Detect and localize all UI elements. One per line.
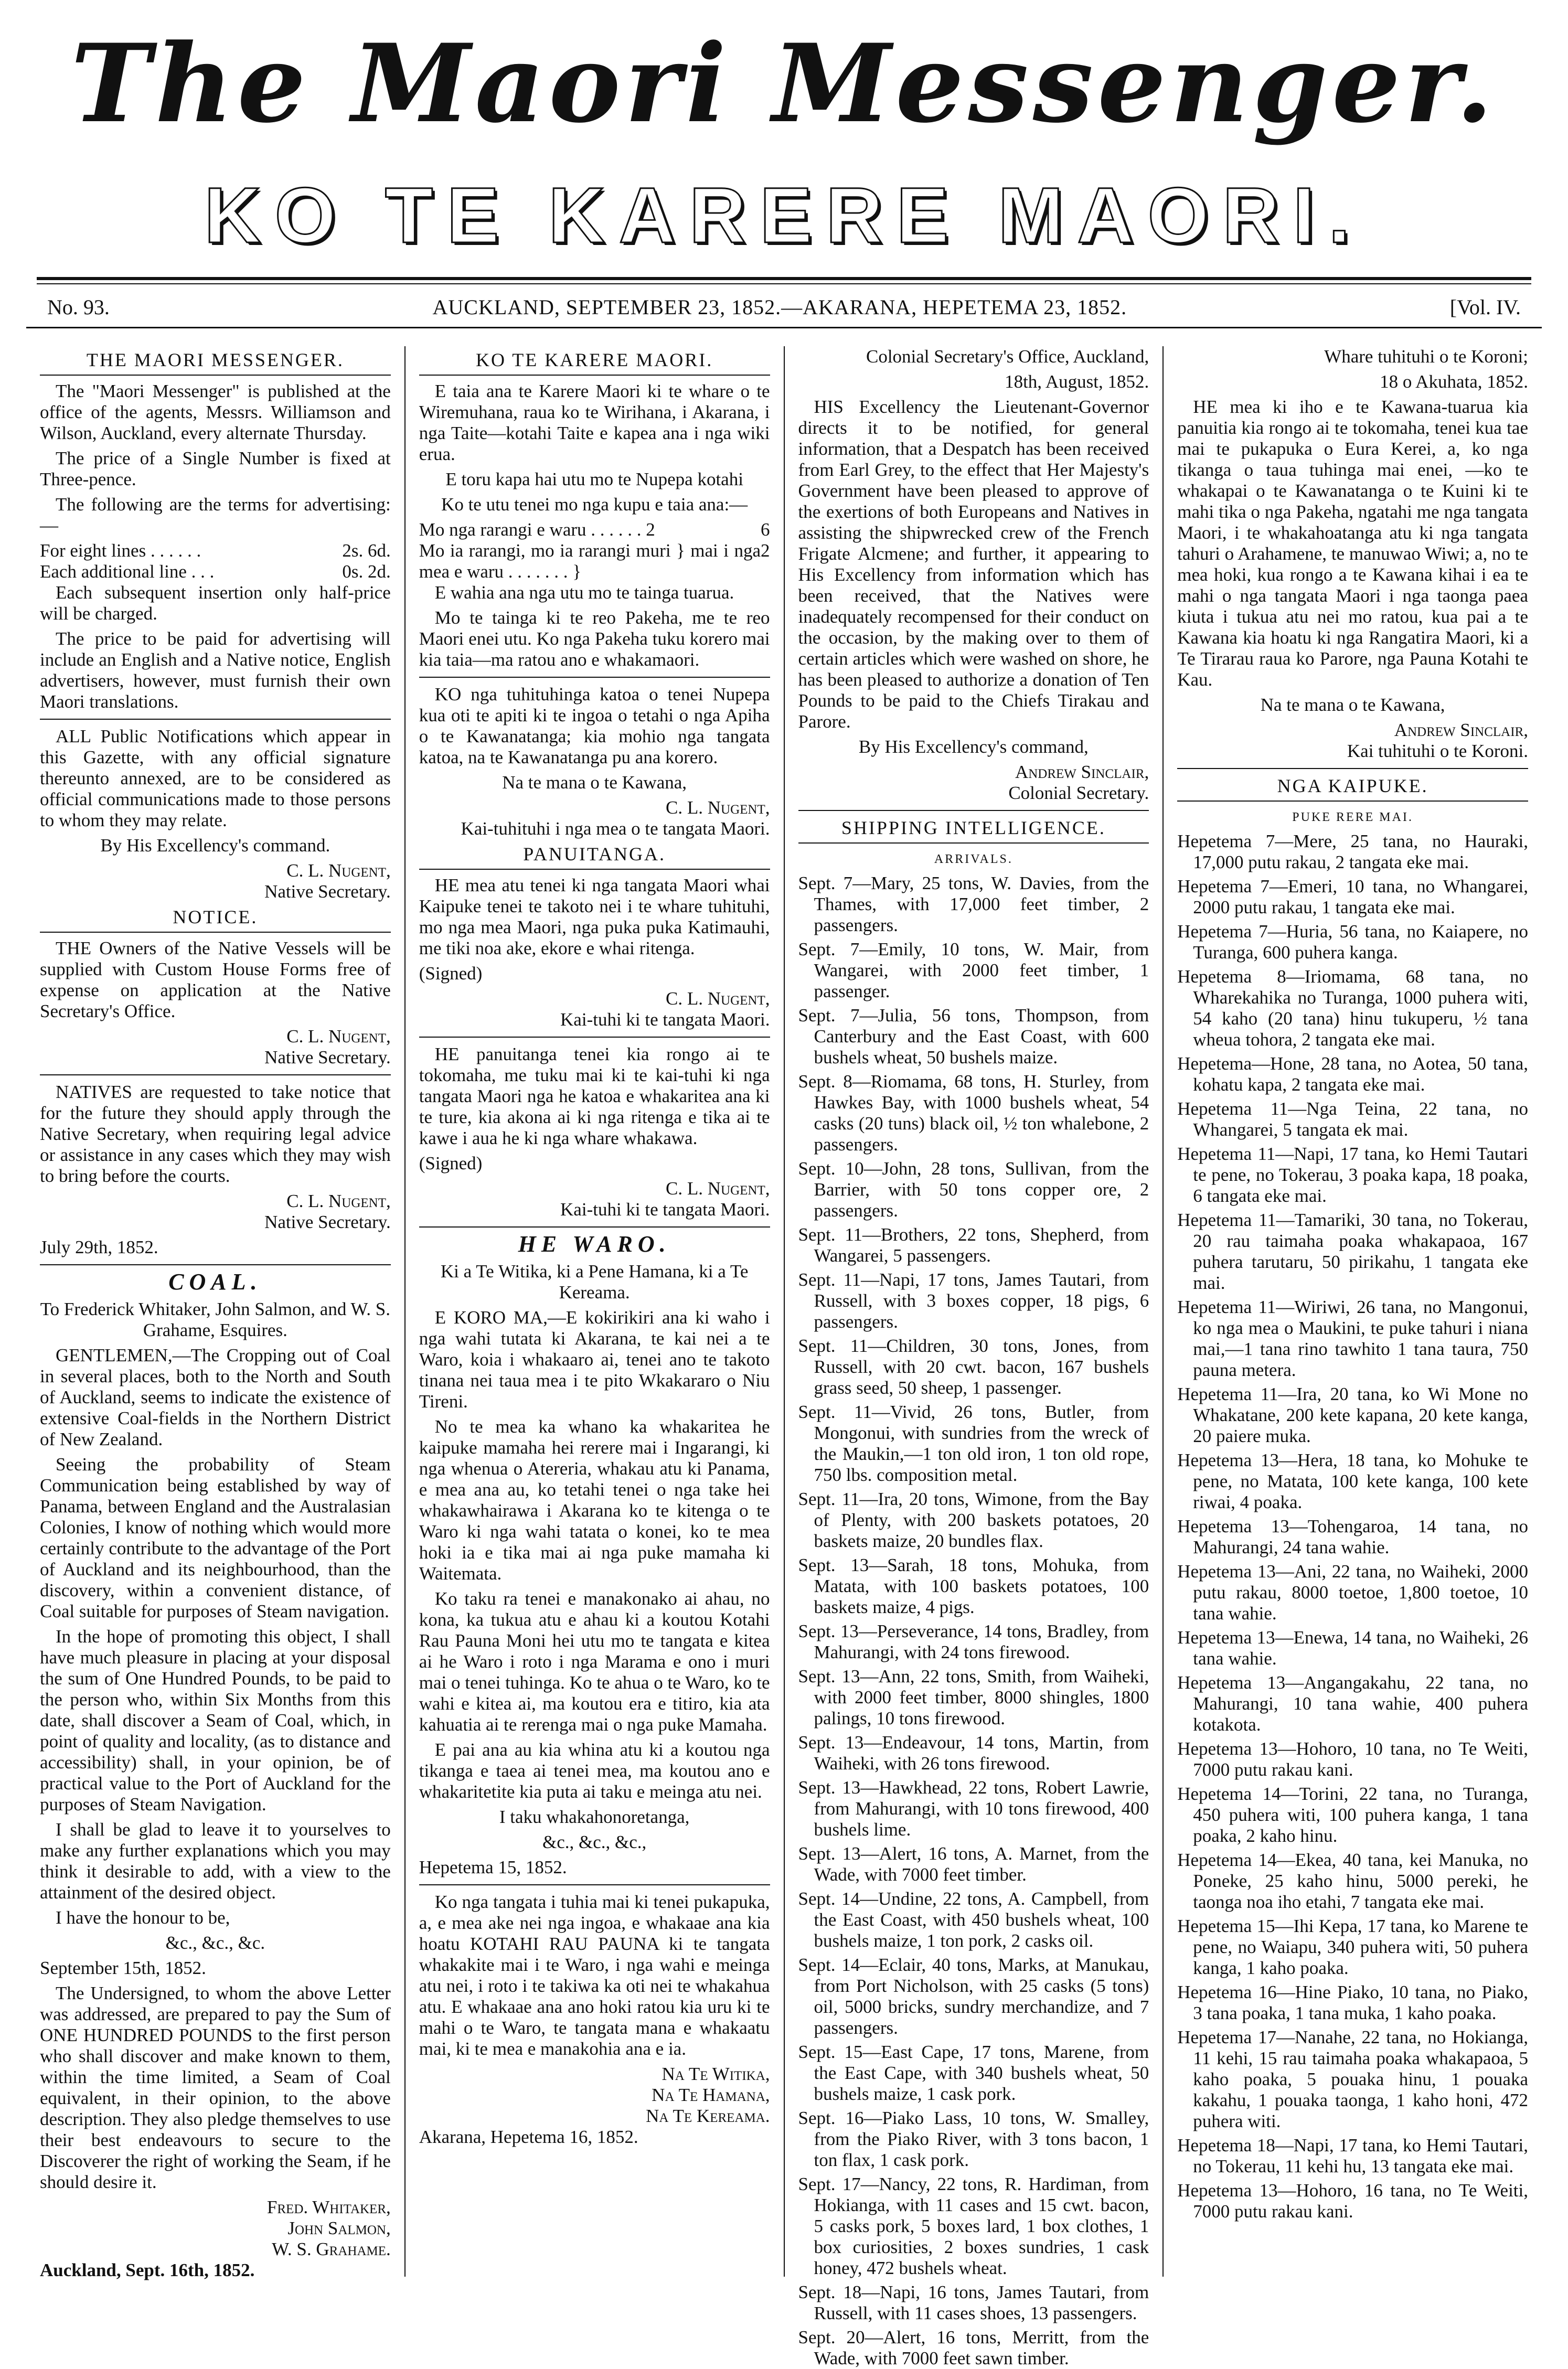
shipping-entry: Sept. 11—Ira, 20 tons, Wimone, from the Bay of Plenty, with 200 baskets potatoes, 20 baskets maize, 20 bundles flax. [798,1489,1149,1551]
tariff-row [419,519,770,540]
column-1 [26,346,404,2280]
signature-title: Kai-tuhi ki te tangata Maori. [560,1199,770,1220]
shipping-entry: Sept. 10—John, 28 tons, Sullivan, from the Barrier, with 50 tons copper ore, 2 passengers. [798,1158,1149,1221]
shipping-entry: Hepetema 17—Nanahe, 22 tana, no Hokianga, 11 kehi, 15 rau taimaha poaka whakapaoa, 5 kaho poaka, 5 pouaka hinu, 1 pouaka kakahu, 1 pouaka taonga, 1 kaho honi, 472 puhera witi. [1177,2027,1528,2131]
signature: C. L. Nugent, [286,1026,391,1047]
tariff-row [40,561,391,582]
paragraph: (Signed) [419,963,483,984]
masthead-subtitle: KO TE KARERE MAORI. [204,171,1364,259]
tariff-value: 6 [761,519,770,540]
paragraph: I shall be glad to leave it to yourselves to make any further explanations which you may think it desirable to add, with a view to the attainment of the desired object. [40,1819,391,1903]
signature: Na Te Witika, [662,2064,770,2084]
tariff-row [40,540,391,561]
signature: Na Te Kereama. [646,2106,770,2126]
signature: Andrew Sinclair, [1015,762,1149,782]
shipping-entry: Hepetema 11—Nga Teina, 22 tana, no Whangarei, 5 tangata ek mai. [1177,1098,1528,1140]
newspaper-page [16,10,1552,2368]
paragraph: Mo te tainga ki te reo Pakeha, me te reo Maori enei utu. Ko nga Pakeha tuku korero mai kia taia—ma ratou ano e whakamaori. [419,607,770,670]
shipping-entry: Hepetema 13—Hohoro, 10 tana, no Te Weiti, 7000 putu rakau kani. [1177,1738,1528,1780]
shipping-entry: Sept. 15—East Cape, 17 tons, Marene, from the East Cape, with 340 bushels wheat, 50 bushels maize, 1 cask pork. [798,2042,1149,2104]
columns [26,346,1542,2368]
paragraph: The price to be paid for advertising will include an English and a Native notice, English advertisers, however, must furnish their own Maori translations. [40,628,391,712]
shipping-entry: Hepetema 11—Ira, 20 tana, ko Wi Mone no Whakatane, 200 kete kapana, 20 kete kanga, 20 paiere muka. [1177,1384,1528,1446]
section-heading: COAL. [168,1269,262,1295]
paragraph: E wahia ana nga utu mo te tainga tuarua. [434,582,734,603]
divider [40,719,391,720]
signature: C. L. Nugent, [666,797,770,818]
section-heading: NGA KAIPUKE. [1177,775,1528,802]
paragraph: Na te mana o te Kawana, [502,772,687,793]
shipping-entry: Hepetema 14—Ekea, 40 tana, kei Manuka, no Poneke, 25 kaho hinu, 5000 pereki, he taonga noa iho etahi, 7 tangata eke mai. [1177,1850,1528,1912]
masthead [16,16,1552,268]
shipping-entry: Hepetema 14—Torini, 22 tana, no Turanga, 450 puhera witi, 100 puhera kanga, 1 tana poaka, 2 kaho hinu. [1177,1784,1528,1846]
date-line: Auckland, Sept. 16th, 1852. [40,2260,255,2280]
address-line: Ki a Te Witika, ki a Pene Hamana, ki a Te Kereama. [440,1261,749,1303]
issue-date: AUCKLAND, SEPTEMBER 23, 1852.—AKARANA, HEPETEMA 23, 1852. [432,295,1127,319]
shipping-entry: Hepetema 13—Tohengaroa, 14 tana, no Mahurangi, 24 tana wahie. [1177,1516,1528,1557]
paragraph: KO nga tuhituhinga katoa o tenei Nupepa kua oti te apiti ki te ingoa o tetahi o nga Apiha o te Kawanatanga; kia mohio nga tangata katoa, na te Kawanatanga pu ana korero. [419,684,770,767]
paragraph: HIS Excellency the Lieutenant-Governor directs it to be notified, for general information, that a Despatch has been received from Earl Grey, to the effect that Her Majesty's Government have been pleased to approve of the exertions of both Europeans and Natives in assisting the shipwrecked crew of the French Frigate Alcmene; and further, it appearing to His Excellency from information which has been received, that the Natives were inadequately recompensed for their conduct on the occasion, by the making over to them of certain articles which were washed on shore, he has been pleased to authorize a donation of Ten Pounds to be paid to the Chiefs Tirakau and Parore. [798,397,1149,732]
shipping-entry: Sept. 20—Alert, 16 tons, Merritt, from the Wade, with 7000 feet sawn timber. [798,2327,1149,2368]
office-line: Whare tuhituhi o te Koroni; [1324,346,1528,367]
divider [798,810,1149,811]
paragraph: By His Excellency's command. [100,835,330,856]
paragraph: HE mea ki iho e te Kawana-tuarua kia panuitia kia rongo ai te tokomaha, tenei kua tae mai te pukapuka o Eura Kerei, a, ko nga tikanga o taua tuhinga mai enei, —ko te whakapai o te Kawanatanga o te Kuini ki te mahi tika o nga Pakeha, ngatahi me nga tangata Maori, i te whakahoatanga atu ki nga tangata tahuri o Arahamene, te manuwao Wiwi; a, no te mea hoki, kua rongo a te Kawana kihai i ea te mahi o nga tangata Maori i nga taonga paea kiuta i tukua atu nei mo ratou, kua pai a te Kawana kia hoatu ki nga Rangatira Maori, ki a Te Tirarau raua ko Parore, nga Pauna Kotahi te Kau. [1177,397,1528,690]
shipping-entry: Sept. 18—Napi, 16 tons, James Tautari, from Russell, with 11 cases shoes, 13 passengers. [798,2282,1149,2323]
paragraph: The following are the terms for advertising:— [40,494,391,536]
shipping-entry: Sept. 16—Piako Lass, 10 tons, W. Smalley, from the Piako River, with 3 tons bacon, 1 ton flax, 1 cask pork. [798,2108,1149,2170]
shipping-list [798,873,1149,2369]
paragraph: (Signed) [419,1153,483,1173]
divider [40,1264,391,1265]
paragraph: E pai ana au kia whina atu ki a koutou nga tikanga e taea ai tenei mea, ma koutou ano e whakaritetite kia puta ai taku e meinga atu nei. [419,1740,770,1802]
paragraph: The Undersigned, to whom the above Letter was addressed, are prepared to pay the Sum of ONE HUNDRED POUNDS to the first person who shall discover and make known to them, within the time limited, a Seam of Coal equivalent, in their opinion, to the above description. They also pledge themselves to use their best endeavours to secure to the Discoverer the right of working the Seam, if he should desire it. [40,1983,391,2192]
tariff-value: 2 [761,540,770,561]
paragraph: THE Owners of the Native Vessels will be supplied with Custom House Forms free of expense on application at the Native Secretary's Office. [40,938,391,1021]
date-line: Akarana, Hepetema 16, 1852. [419,2127,638,2147]
paragraph: Na te mana o te Kawana, [1260,695,1445,715]
shipping-entry: Sept. 13—Endeavour, 14 tons, Martin, from Waiheki, with 26 tons firewood. [798,1732,1149,1774]
column-2 [404,346,784,2277]
paragraph: &c., &c., &c. [165,1933,265,1953]
signature: John Salmon, [287,2218,391,2238]
paragraph: E taia ana te Karere Maori ki te whare o te Wiremuhana, raua ko te Wirihana, i Akarana, i nga Taite—kotahi Taite e kapea ana i nga wiki erua. [419,381,770,464]
shipping-entry: Sept. 13—Alert, 16 tons, A. Marnet, from the Wade, with 7000 feet timber. [798,1843,1149,1885]
signature: C. L. Nugent, [666,988,770,1009]
paragraph: In the hope of promoting this object, I shall have much pleasure in placing at your disposal the sum of One Hundred Pounds, to be paid to the person who, within Six Months from this date, shall discover a Seam of Coal, which, in point of quality and locality, (as to distance and accessibility) shall, in your opinion, be of practical value to the Port of Auckland for the purposes of Steam Navigation. [40,1626,391,1815]
shipping-entry: Hepetema 15—Ihi Kepa, 17 tana, ko Marene te pene, no Waiapu, 340 puhera witi, 50 puhera kanga, 1 kaho poaka. [1177,1916,1528,1978]
shipping-entry: Hepetema 18—Napi, 17 tana, ko Hemi Tautari, no Tokerau, 11 kehi hu, 13 tangata eke mai. [1177,2135,1528,2176]
shipping-entry: Hepetema 7—Mere, 25 tana, no Hauraki, 17,000 putu rakau, 2 tangata eke mai. [1177,831,1528,872]
shipping-entry: Hepetema 7—Emeri, 10 tana, no Whangarei, 2000 putu rakau, 1 tangata eke mai. [1177,876,1528,917]
signature-title: Kai-tuhi ki te tangata Maori. [560,1009,770,1030]
shipping-entry: Hepetema 13—Ani, 22 tana, no Waiheki, 2000 putu rakau, 8000 toetoe, 1,800 toetoe, 10 tana wahie. [1177,1561,1528,1624]
shipping-entry: Sept. 11—Napi, 17 tons, James Tautari, from Russell, with 3 boxes copper, 18 pigs, 6 passengers. [798,1269,1149,1332]
paragraph: Seeing the probability of Steam Communication being established by way of Panama, between England and the Australasian Colonies, I know of nothing which would more certainly contribute to the advantage of the Port of Auckland and its neighbourhood, than the discovery, within a convenient distance, of Coal suitable for purposes of Steam navigation. [40,1454,391,1621]
signature: Fred. Whitaker, [266,2197,391,2217]
tariff-label: Mo nga rarangi e waru . . . . . . 2 [419,519,655,540]
shipping-entry: Hepetema 13—Enewa, 14 tana, no Waiheki, 26 tana wahie. [1177,1627,1528,1669]
section-heading: HE WARO. [518,1231,671,1257]
signature-title: Native Secretary. [264,1212,391,1232]
shipping-entry: Hepetema 11—Wiriwi, 26 tana, no Mangonui, ko nga mea o Maukini, te puke tahuri i niana mai,—1 tana rino tawhito 1 tana taura, 750 pauna metera. [1177,1297,1528,1380]
shipping-entry: Sept. 7—Emily, 10 tons, W. Mair, from Wangarei, with 2000 feet timber, 1 passenger. [798,939,1149,1001]
paragraph: Ko taku ra tenei e manakonako ai ahau, no kona, ka tukua atu e ahau ki a koutou Kotahi Rau Pauna Moni hei utu mo te tangata e kitea ai he Waro i roto i nga Marama e ono i muri mai o tenei tuhinga. Ko te ahua o te Waro, ko te wahi e kitea ai, ma koutou era e titiro, kia ata kahuatia ai te rerenga mai o nga puke Mamaha. [419,1588,770,1735]
shipping-entry: Hepetema—Hone, 28 tana, no Aotea, 50 tana, kohatu kapa, 2 tangata eke mai. [1177,1053,1528,1095]
signature-title: Colonial Secretary. [1008,783,1149,803]
section-heading: PANUITANGA. [419,844,770,870]
paragraph: GENTLEMEN,—The Cropping out of Coal in several places, both to the North and South of Auckland, seems to indicate the existence of extensive Coal-fields in the Northern District of New Zealand. [40,1345,391,1449]
signature: C. L. Nugent, [286,860,391,881]
paragraph: By His Excellency's command, [858,737,1089,757]
section-heading: NOTICE. [40,906,391,933]
paragraph: Each subsequent insertion only half-price will be charged. [40,582,391,624]
section-heading: KO TE KARERE MAORI. [419,349,770,376]
divider [419,1037,770,1038]
signature: C. L. Nugent, [666,1178,770,1199]
tariff-row [419,540,770,582]
date-line: July 29th, 1852. [40,1237,158,1257]
signature: C. L. Nugent, [286,1191,391,1211]
signature-title: Kai-tuhituhi i nga mea o te tangata Maori. [461,818,770,839]
shipping-entry: Sept. 17—Nancy, 22 tons, R. Hardiman, from Hokianga, with 11 cases and 15 cwt. bacon, 5 casks pork, 5 boxes lard, 1 box clothes, 1 box curiosities, 2 boxes sundries, 1 cask honey, 472 bushels wheat. [798,2174,1149,2278]
office-line: Colonial Secretary's Office, Auckland, [866,346,1149,367]
office-date: 18th, August, 1852. [1005,371,1149,392]
shipping-entry: Sept. 7—Mary, 25 tons, W. Davies, from the Thames, with 17,000 feet timber, 2 passengers. [798,873,1149,935]
section-heading: SHIPPING INTELLIGENCE. [798,817,1149,844]
date-line: September 15th, 1852. [40,1958,206,1978]
section-heading: THE MAORI MESSENGER. [40,349,391,376]
paragraph: E KORO MA,—E kokirikiri ana ki waho i nga wahi tutata ki Akarana, te kai nei a te Waro, koia i whakaaro ai, tenei ano te takoto tinana nei taua mea i te pito Wkakararo o Niu Tireni. [419,1307,770,1412]
volume-number: [Vol. IV. [1449,295,1521,319]
shipping-entry: Sept. 11—Brothers, 22 tons, Shepherd, from Wangarei, 5 passengers. [798,1224,1149,1266]
divider [419,677,770,678]
shipping-entry: Hepetema 13—Hera, 18 tana, ko Mohuke te pene, no Matata, 100 kete kanga, 100 kete riwai, 4 poaka. [1177,1450,1528,1512]
tariff-value: 0s. 2d. [342,561,391,582]
paragraph: HE panuitanga tenei kia rongo ai te tokomaha, me tuku mai ki te kai-tuhi ki nga tangata Maori nga he katoa e whakaritea ana ki te ture, kia akona ai ki nga ritenga e tika ai te kawe i aua he ki nga whare whakawa. [419,1044,770,1148]
shipping-entry: Hepetema 7—Huria, 56 tana, no Kaiapere, no Turanga, 600 puhera kanga. [1177,921,1528,963]
shipping-entry: Sept. 13—Ann, 22 tons, Smith, from Waiheki, with 2000 feet timber, 8000 shingles, 1800 palings, 10 tons firewood. [798,1666,1149,1728]
masthead-rule [37,277,1531,284]
paragraph: I have the honour to be, [56,1907,230,1928]
column-4 [1162,346,1542,2277]
masthead-title: The Maori Messenger. [70,21,1498,147]
column-3 [784,346,1163,2368]
paragraph: &c., &c., &c., [542,1832,647,1852]
shipping-entry: Sept. 13—Perseverance, 14 tons, Bradley, from Mahurangi, with 24 tons firewood. [798,1621,1149,1662]
shipping-entry: Sept. 7—Julia, 56 tons, Thompson, from Canterbury and the East Coast, with 600 bushels wheat, 50 bushels maize. [798,1005,1149,1068]
signature-title: Kai tuhituhi o te Koroni. [1347,741,1528,761]
shipping-entry: Sept. 13—Sarah, 18 tons, Mohuka, from Matata, with 100 baskets potatoes, 100 baskets maize, 4 pigs. [798,1555,1149,1617]
paragraph: E toru kapa hai utu mo te Nupepa kotahi [445,469,743,489]
shipping-entry: Sept. 13—Hawkhead, 22 tons, Robert Lawrie, from Mahurangi, with 10 tons firewood, 400 bushels lime. [798,1777,1149,1840]
date-line: Hepetema 15, 1852. [419,1857,567,1877]
divider [1177,768,1528,769]
address-line: To Frederick Whitaker, John Salmon, and W. S. Grahame, Esquires. [40,1299,390,1340]
shipping-entry: Sept. 14—Eclair, 40 tons, Marks, at Manukau, from Port Nicholson, with 25 casks (5 tons) oil, 5000 bricks, sundry merchandize, and 7 passengers. [798,1955,1149,2038]
shipping-entry: Hepetema 11—Napi, 17 tana, ko Hemi Tautari te pene, no Tokerau, 3 poaka kapa, 18 poaka, 6 tangata eke mai. [1177,1144,1528,1206]
subsection-heading: ARRIVALS. [934,852,1013,866]
signature-title: Native Secretary. [264,881,391,902]
shipping-entry: Hepetema 16—Hine Piako, 10 tana, no Piako, 3 tana poaka, 1 tana muka, 1 kaho poaka. [1177,1982,1528,2023]
shipping-list [1177,831,1528,2222]
signature-title: Native Secretary. [264,1047,391,1068]
tariff-label: For eight lines . . . . . . [40,540,201,561]
paragraph: ALL Public Notifications which appear in this Gazette, with any official signature thereunto annexed, are to be considered as official communications made to those persons to whom they may relate. [40,726,391,830]
paragraph: The price of a Single Number is fixed at Three-pence. [40,448,391,489]
signature: Andrew Sinclair, [1394,720,1528,740]
paragraph: I taku whakahonoretanga, [499,1807,690,1827]
paragraph: HE mea atu tenei ki nga tangata Maori whai Kaipuke tenei te takoto nei i te whare tuhituhi, mo nga mea Maori, nga puka puka Katimauhi, me tiki noa ake, ekore e whai ritenga. [419,875,770,958]
paragraph: NATIVES are requested to take notice that for the future they should apply through the Native Secretary, when requiring legal advice or assistance in any cases which they may wish to bring before the courts. [40,1082,391,1186]
subsection-heading: PUKE RERE MAI. [1292,810,1413,824]
divider [419,1884,770,1885]
shipping-entry: Sept. 11—Vivid, 26 tons, Butler, from Mongonui, with sundries from the wreck of the Maukin,—1 ton old iron, 1 ton old rope, 750 lbs. composition metal. [798,1402,1149,1485]
signature: Na Te Hamana, [652,2085,770,2105]
paragraph: No te mea ka whano ka whakaritea he kaipuke mamaha hei rerere mai i Ingarangi, ki nga whenua o Atereria, whakau atu ki Panama, e mea ana au, ko tetahi tenei o nga take hei whakawhairawa i Akarana ko te kitenga o te Waro ki nga wahi tatata o konei, ko te mea hoki ia e tika mai ai nga puke mamaha ki Waitemata. [419,1416,770,1584]
shipping-entry: Sept. 14—Undine, 22 tons, A. Campbell, from the East Coast, with 450 bushels wheat, 100 bushels maize, 1 ton pork, 2 casks oil. [798,1888,1149,1951]
shipping-entry: Hepetema 11—Tamariki, 30 tana, no Tokerau, 20 rau taimaha poaka whakapaoa, 167 puhera tarutaru, 50 pirikahu, 1 tangata eke mai. [1177,1210,1528,1293]
paragraph: Ko te utu tenei mo nga kupu e taia ana:— [441,494,748,515]
signature: W. S. Grahame. [272,2239,391,2259]
shipping-entry: Sept. 11—Children, 30 tons, Jones, from Russell, with 20 cwt. bacon, 167 bushels grass seed, 50 sheep, 1 passenger. [798,1336,1149,1398]
issue-number: No. 93. [47,295,110,319]
dateline [26,284,1542,328]
divider [419,1226,770,1228]
tariff-value: 2s. 6d. [342,540,391,561]
paragraph: The "Maori Messenger" is published at the office of the agents, Messrs. Williamson and Wilson, Auckland, every alternate Thursday. [40,381,391,443]
shipping-entry: Sept. 8—Riomama, 68 tons, H. Sturley, from Hawkes Bay, with 1000 bushels wheat, 54 casks (20 tuns) black oil, ½ ton whalebone, 2 passengers. [798,1071,1149,1155]
shipping-entry: Hepetema 13—Angangakahu, 22 tana, no Mahurangi, 10 tana wahie, 400 puhera kotakota. [1177,1672,1528,1735]
divider [40,1074,391,1075]
office-date: 18 o Akuhata, 1852. [1380,371,1528,392]
paragraph: Ko nga tangata i tuhia mai ki tenei pukapuka, a, e mea ake nei nga ingoa, e whakaae ana kia hoatu KOTAHI RAU PAUNA ki te tangata whakakite mai i te Waro, i nga wahi e meinga atu nei, i roto i te takiwa ka oti nei te whakahua atu. E whakaae ana ano hoki ratou kia uru ki te mahi o te Waro, te tangata mana e whakaatu mai, ki te mea e manakohia ana e ia. [419,1892,770,2059]
shipping-entry: Hepetema 13—Hohoro, 16 tana, no Te Weiti, 7000 putu rakau kani. [1177,2180,1528,2222]
tariff-label: Mo ia rarangi, mo ia rarangi muri } mai i nga mea e waru . . . . . . . } [419,540,761,582]
shipping-entry: Hepetema 8—Iriomama, 68 tana, no Wharekahika no Turanga, 1000 puhera witi, 54 kaho (20 tana) hinu tukuperu, ½ tana wheua tohora, 2 tangata eke mai. [1177,966,1528,1050]
tariff-label: Each additional line . . . [40,561,215,582]
